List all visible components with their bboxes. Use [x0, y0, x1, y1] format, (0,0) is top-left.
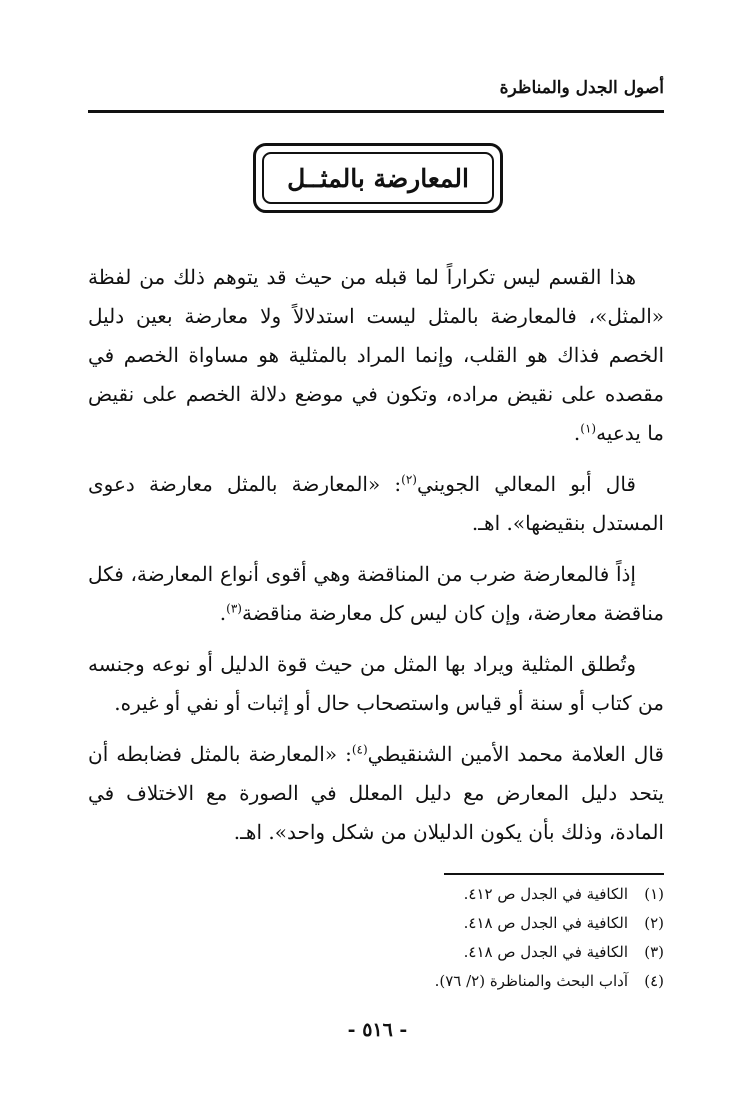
header-rule	[88, 110, 664, 113]
footnote-number: (٢)	[644, 914, 664, 932]
footnote-rule	[444, 873, 664, 875]
footnotes	[88, 880, 664, 996]
paragraph-5-tail: : «المعارضة بالمثل فضابطه أن يتحد دليل المعارض مع دليل المعلل في الصورة مع الاختلاف في المادة، وذلك بأن يكون الدليلان من شكل واحد». اهـ.	[88, 742, 664, 844]
paragraph-3-tail: .	[219, 601, 227, 625]
paragraph-4-text: وتُطلق المثلية ويراد بها المثل من حيث قوة الدليل أو نوعه وجنسه من كتاب أو سنة أو قياس واستصحاب حال أو إثبات أو نفي أو غيره.	[88, 652, 664, 715]
running-header: أصول الجدل والمناظرة	[499, 78, 664, 98]
footnote-item	[88, 909, 664, 938]
footnote-item	[88, 967, 664, 996]
body-text	[88, 258, 664, 864]
footnote-text: الكافية في الجدل ص ٤١٨.	[463, 914, 628, 932]
footnote-item	[88, 880, 664, 909]
footnote-number: (١)	[644, 885, 664, 903]
paragraph-2-tail: : «المعارضة بالمثل معارضة دعوى المستدل بنقيضها». اهـ.	[88, 472, 664, 535]
footnote-text: آداب البحث والمناظرة (٢/ ٧٦).	[434, 972, 628, 990]
footnote-text: الكافية في الجدل ص ٤١٨.	[463, 943, 628, 961]
footnote-number: (٣)	[644, 943, 664, 961]
paragraph-5-text: قال العلامة محمد الأمين الشنقيطي	[367, 742, 664, 766]
section-title: المعارضة بالمثــل	[287, 163, 469, 193]
footnote-text: الكافية في الجدل ص ٤١٢.	[463, 885, 628, 903]
footnote-ref-1: (١)	[580, 421, 597, 436]
paragraph-1-text: هذا القسم ليس تكراراً لما قبله من حيث قد يتوهم ذلك من لفظة «المثل»، فالمعارضة بالمثل ليست استدلالاً ولا معارضة بعين دليل الخصم فذاك هو القلب، وإنما المراد بالمثلية هو مساواة الخصم في مقصده على نقيض مراده، وتكون في موضع دلالة الخصم على نقيض ما يدعيه	[88, 265, 664, 445]
paragraph-2-text: قال أبو المعالي الجويني	[416, 472, 636, 496]
footnote-ref-3: (٣)	[226, 601, 242, 616]
paragraph-1	[88, 258, 664, 453]
footnote-ref-2: (٢)	[401, 472, 417, 487]
paragraph-4	[88, 645, 664, 723]
paragraph-2	[88, 465, 664, 543]
footnote-ref-4: (٤)	[351, 742, 368, 757]
footnote-item	[88, 938, 664, 967]
page-number: - ٥١٦ -	[347, 1019, 408, 1041]
paragraph-3	[88, 555, 664, 633]
paragraph-3-text: إذاً فالمعارضة ضرب من المناقضة وهي أقوى أنواع المعارضة، فكل مناقضة معارضة، وإن كان ليس كل معارضة مناقضة	[88, 562, 664, 625]
footnote-number: (٤)	[644, 972, 664, 990]
paragraph-5	[88, 735, 664, 852]
section-title-inner-frame	[262, 152, 494, 204]
section-title-frame	[253, 143, 503, 213]
paragraph-1-tail: .	[573, 421, 581, 445]
